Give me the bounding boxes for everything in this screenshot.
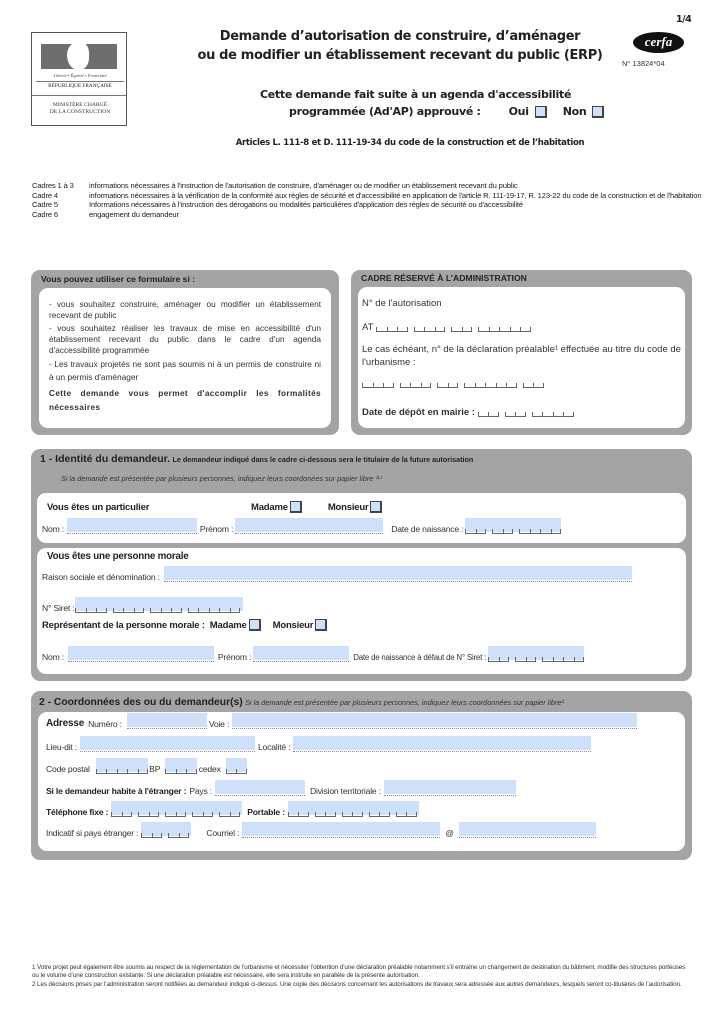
- box-group: [478, 327, 531, 332]
- representative-prenom-input[interactable]: [253, 646, 349, 662]
- box-group: [478, 412, 499, 417]
- char-box: [424, 327, 435, 332]
- cadre-item: Cadre 5 Informations nécessaires à l'instruction des dérogations ou modalités particulières d'application des règles de sécurité ou d'accessibilité: [32, 200, 523, 209]
- char-box: [362, 383, 373, 388]
- box-group: [505, 412, 526, 417]
- box-group: [96, 769, 149, 774]
- pays-input[interactable]: [215, 780, 305, 796]
- char-box: [149, 812, 160, 817]
- char-box: [397, 327, 408, 332]
- box-group: [369, 812, 390, 817]
- box-group: [464, 383, 517, 388]
- char-box: [369, 812, 380, 817]
- box-group: [396, 812, 417, 817]
- morale-panel: Vous êtes une personne morale Raison sociale et dénomination : N° Siret : Représentant de la personne morale : Madame Monsieur Nom : Prénom : Date de naissance à défaut de N° Siret :: [37, 548, 686, 674]
- contact-panel: Adresse Numéro : Voie : Lieu-dit : Localité : Code postal BP cedex Si le demandeur habite à l'étranger : Pays : Division territoriale : Téléphone fixe : Portable : Indicatif si pays étranger : Courriel : @: [38, 712, 685, 851]
- footnotes: [32, 964, 692, 989]
- multi-applicant-note: Si la demande est présentée par plusieurs personnes, indiquez leurs coordonées sur papier libre ⁽¹⁾: [61, 474, 382, 483]
- admin-box-heading: CADRE RÉSERVÉ À L’ADMINISTRATION: [361, 273, 527, 283]
- char-box: [448, 383, 459, 388]
- char-box: [122, 812, 133, 817]
- char-box: [123, 608, 134, 613]
- box-group: [226, 769, 247, 774]
- char-box: [523, 383, 534, 388]
- char-box: [478, 412, 489, 417]
- footnote: 2 Les décisions prises par l’administration seront notifiées au demandeur indiqué ci-dessus. Une copie des décisions concernant les autorisations de travaux sera adressée aux autres demandeurs, lesquels seront co-titulaires de l’autorisation.: [32, 980, 682, 988]
- box-group: [532, 412, 574, 417]
- char-box: [179, 833, 190, 838]
- char-box: [437, 383, 448, 388]
- box-group: [165, 812, 186, 817]
- particulier-panel: Vous êtes un particulier Madame Monsieur Nom : Prénom : Date de naissance :: [37, 493, 686, 543]
- cerfa-logo: cerfa: [633, 32, 684, 53]
- char-box: [383, 383, 394, 388]
- particulier-nom-input[interactable]: [67, 518, 197, 534]
- char-box: [230, 608, 241, 613]
- box-group: [188, 608, 241, 613]
- char-box: [476, 529, 487, 534]
- char-box: [540, 529, 551, 534]
- declaration-number-boxes[interactable]: [362, 380, 544, 388]
- char-box: [396, 812, 407, 817]
- char-box: [515, 412, 526, 417]
- box-group: [165, 769, 197, 774]
- cadre-item: Cadre 4 informations nécessaires à la vérification de la conformité aux règles de sécurité et d'accessibilité en application de l'article R. 111-19-17, R. 123-22 du code de la construction et de l'habitation: [32, 190, 702, 200]
- footnote: 1 Votre projet peut également être soumis au respect de la réglementation de l’urbanisme et nécessiter l’obtention d’une déclaration préalable notamment s’il entraîne un changement de destination du bâtiment, modifie des structures porteuses ou le volume d’une construction existante. Si une déclaration préalable est nécessaire, elle sera instruite en parallèle de la présente autorisation.: [32, 964, 686, 980]
- char-box: [325, 812, 336, 817]
- char-box: [111, 812, 122, 817]
- box-group: [113, 608, 145, 613]
- char-box: [520, 327, 531, 332]
- lieudit-input[interactable]: [80, 736, 255, 752]
- logo-ministry: MINISTÈRE CHARGÉ DE LA CONSTRUCTION: [49, 102, 111, 115]
- char-box: [176, 769, 187, 774]
- cerfa-number: N° 13824*04: [622, 59, 665, 68]
- char-box: [563, 412, 574, 417]
- box-group: [362, 383, 394, 388]
- box-group: [465, 529, 486, 534]
- section2-note: Si la demande est présentée par plusieurs personnes, indiquez leurs coordonnées sur papier libre²: [245, 698, 564, 707]
- char-box: [478, 327, 489, 332]
- char-box: [171, 608, 182, 613]
- usage-item: - vous souhaitez réaliser les travaux de mise en accessibilité d'un établissement recevant du public dans le cadre d'un agenda d'accessibilité programmée: [49, 323, 321, 355]
- box-group: [342, 812, 363, 817]
- box-group: [376, 327, 408, 332]
- box-group: [192, 812, 213, 817]
- postal-code-input[interactable]: [96, 758, 149, 774]
- voie-input[interactable]: [232, 713, 637, 729]
- indicatif-input[interactable]: [141, 822, 191, 838]
- box-group: [150, 608, 182, 613]
- char-box: [352, 812, 363, 817]
- box-group: [111, 812, 132, 817]
- char-box: [113, 608, 124, 613]
- char-box: [387, 327, 398, 332]
- char-box: [188, 608, 199, 613]
- char-box: [198, 608, 209, 613]
- char-box: [342, 812, 353, 817]
- char-box: [168, 833, 179, 838]
- box-group: [315, 812, 336, 817]
- char-box: [464, 383, 475, 388]
- logo-republic: RÉPUBLIQUE FRANÇAISE: [36, 81, 124, 89]
- cadres-list: [32, 181, 702, 219]
- cadre-item: Cadres 1 à 3 informations nécessaires à l'instruction de l'autorisation de construire, d'aménager ou de modifier un établissement recevant du public: [32, 181, 518, 190]
- raison-sociale-input[interactable]: [164, 566, 632, 582]
- authorization-label: N° de l'autorisation: [362, 298, 442, 309]
- char-box: [373, 383, 384, 388]
- box-group: [542, 657, 584, 662]
- char-box: [134, 608, 145, 613]
- box-group: [141, 833, 162, 838]
- char-box: [376, 327, 387, 332]
- char-box: [553, 412, 564, 417]
- box-group: [400, 383, 432, 388]
- box-group: [437, 383, 458, 388]
- char-box: [410, 383, 421, 388]
- char-box: [462, 327, 473, 332]
- adap-yes-checkbox[interactable]: [535, 106, 547, 118]
- char-box: [488, 412, 499, 417]
- char-box: [505, 412, 516, 417]
- morale-heading: Vous êtes une personne morale: [47, 551, 189, 562]
- char-box: [117, 769, 128, 774]
- char-box: [496, 383, 507, 388]
- char-box: [176, 812, 187, 817]
- particulier-madame-checkbox[interactable]: [290, 501, 302, 513]
- portable-input[interactable]: [288, 801, 419, 817]
- localite-input[interactable]: [293, 736, 591, 752]
- char-box: [551, 529, 562, 534]
- section-identity: [31, 449, 692, 681]
- char-box: [510, 327, 521, 332]
- particulier-birthdate-input[interactable]: [465, 518, 561, 534]
- usage-box: [31, 270, 339, 435]
- char-box: [230, 812, 241, 817]
- government-logo: [31, 32, 127, 126]
- deposit-date-label: Date de dépôt en mairie :: [362, 407, 475, 418]
- char-box: [141, 833, 152, 838]
- logo-motto: Liberté • Égalité • Fraternité: [53, 73, 107, 78]
- char-box: [421, 383, 432, 388]
- char-box: [161, 608, 172, 613]
- representative-monsieur-checkbox[interactable]: [315, 619, 327, 631]
- char-box: [530, 529, 541, 534]
- box-group: [523, 383, 544, 388]
- representative-nom-input[interactable]: [68, 646, 214, 662]
- char-box: [96, 769, 107, 774]
- char-box: [519, 529, 530, 534]
- box-group: [288, 812, 309, 817]
- char-box: [219, 812, 230, 817]
- box-group: [492, 529, 513, 534]
- char-box: [475, 383, 486, 388]
- usage-box-heading: Vous pouvez utiliser ce formulaire si :: [41, 274, 196, 284]
- char-box: [488, 657, 499, 662]
- adap-question: Cette demande fait suite à un agenda d'accessibilité programmée (Ad'AP) approuvé : Oui Non: [230, 86, 610, 120]
- representative-label: Représentant de la personne morale :: [42, 620, 205, 631]
- box-group: [451, 327, 472, 332]
- char-box: [499, 327, 510, 332]
- char-box: [499, 657, 510, 662]
- char-box: [503, 529, 514, 534]
- section1-note: Le demandeur indiqué dans le cadre ci-dessous sera le titulaire de la future autorisation: [172, 455, 474, 464]
- representative-birthdate-input[interactable]: [488, 646, 584, 662]
- char-box: [138, 812, 149, 817]
- char-box: [542, 657, 553, 662]
- char-box: [226, 769, 237, 774]
- char-box: [165, 769, 176, 774]
- box-group: [75, 608, 107, 613]
- adap-no-checkbox[interactable]: [592, 106, 604, 118]
- telephone-input[interactable]: [111, 801, 242, 817]
- admin-box: CADRE RÉSERVÉ À L’ADMINISTRATION N° de l'autorisation AT Le cas échéant, n° de la déclaration préalable¹ effectuée au titre du code de l'urbanisme : Date de dépôt en mairie :: [351, 270, 692, 435]
- char-box: [219, 608, 230, 613]
- deposit-date-boxes[interactable]: [478, 409, 574, 417]
- char-box: [315, 812, 326, 817]
- authorization-number-boxes[interactable]: [376, 324, 531, 332]
- char-box: [138, 769, 149, 774]
- char-box: [563, 657, 574, 662]
- char-box: [542, 412, 553, 417]
- usage-item: - Les travaux projetés ne sont pas soumis ni à un permis de construire ni à un permis d'aménager: [49, 359, 321, 382]
- char-box: [553, 657, 564, 662]
- usage-item: - vous souhaitez construire, aménager ou modifier un établissement recevant de public: [49, 299, 321, 320]
- char-box: [209, 608, 220, 613]
- adap-yes-option[interactable]: Oui: [509, 103, 547, 120]
- char-box: [165, 812, 176, 817]
- box-group: [414, 327, 446, 332]
- char-box: [127, 769, 138, 774]
- char-box: [526, 657, 537, 662]
- char-box: [379, 812, 390, 817]
- char-box: [414, 327, 425, 332]
- form-title: Demande d’autorisation de construire, d’aménager ou de modifier un établissement recevant du public (ERP): [197, 29, 603, 63]
- char-box: [533, 383, 544, 388]
- char-box: [435, 327, 446, 332]
- section1-title: 1 - Identité du demandeur.: [40, 453, 171, 465]
- box-group: [138, 812, 159, 817]
- adap-no-option[interactable]: Non: [563, 103, 605, 120]
- char-box: [451, 327, 462, 332]
- char-box: [192, 812, 203, 817]
- char-box: [186, 769, 197, 774]
- char-box: [86, 608, 97, 613]
- char-box: [492, 529, 503, 534]
- legal-articles: Articles L. 111-8 et D. 111-19-34 du code de la construction et de l’habitation: [235, 138, 585, 148]
- declaration-label: Le cas échéant, n° de la déclaration préalable¹ effectuée au titre du code de l'urbanisme :: [362, 344, 681, 368]
- char-box: [75, 608, 86, 613]
- char-box: [203, 812, 214, 817]
- cadre-item: Cadre 6 engagement du demandeur: [32, 209, 179, 219]
- char-box: [96, 608, 107, 613]
- particulier-monsieur-checkbox[interactable]: [370, 501, 382, 513]
- box-group: [519, 529, 561, 534]
- char-box: [485, 383, 496, 388]
- char-box: [400, 383, 411, 388]
- char-box: [406, 812, 417, 817]
- char-box: [489, 327, 500, 332]
- section-contact: [31, 691, 692, 860]
- bp-input[interactable]: [165, 758, 197, 774]
- char-box: [236, 769, 247, 774]
- char-box: [574, 657, 585, 662]
- char-box: [465, 529, 476, 534]
- char-box: [515, 657, 526, 662]
- particulier-heading: Vous êtes un particulier: [47, 502, 150, 513]
- numero-input[interactable]: [127, 713, 207, 729]
- char-box: [298, 812, 309, 817]
- box-group: [515, 657, 536, 662]
- char-box: [152, 833, 163, 838]
- marianne-icon: [41, 44, 117, 69]
- division-input[interactable]: [384, 780, 516, 796]
- char-box: [150, 608, 161, 613]
- char-box: [532, 412, 543, 417]
- email-domain-input[interactable]: [459, 822, 596, 838]
- char-box: [288, 812, 299, 817]
- cedex-input[interactable]: [226, 758, 247, 774]
- section2-title: 2 - Coordonnées des ou du demandeur(s): [39, 697, 243, 708]
- siret-input[interactable]: [75, 597, 243, 613]
- char-box: [506, 383, 517, 388]
- box-group: [488, 657, 509, 662]
- particulier-prenom-input[interactable]: [235, 518, 383, 534]
- representative-madame-checkbox[interactable]: [249, 619, 261, 631]
- box-group: [168, 833, 189, 838]
- usage-conclusion: Cette demande vous permet d'accomplir les formalités nécessaires: [49, 388, 321, 412]
- courriel-input[interactable]: [242, 822, 440, 838]
- page-number: 1/4: [676, 14, 692, 25]
- char-box: [106, 769, 117, 774]
- box-group: [219, 812, 240, 817]
